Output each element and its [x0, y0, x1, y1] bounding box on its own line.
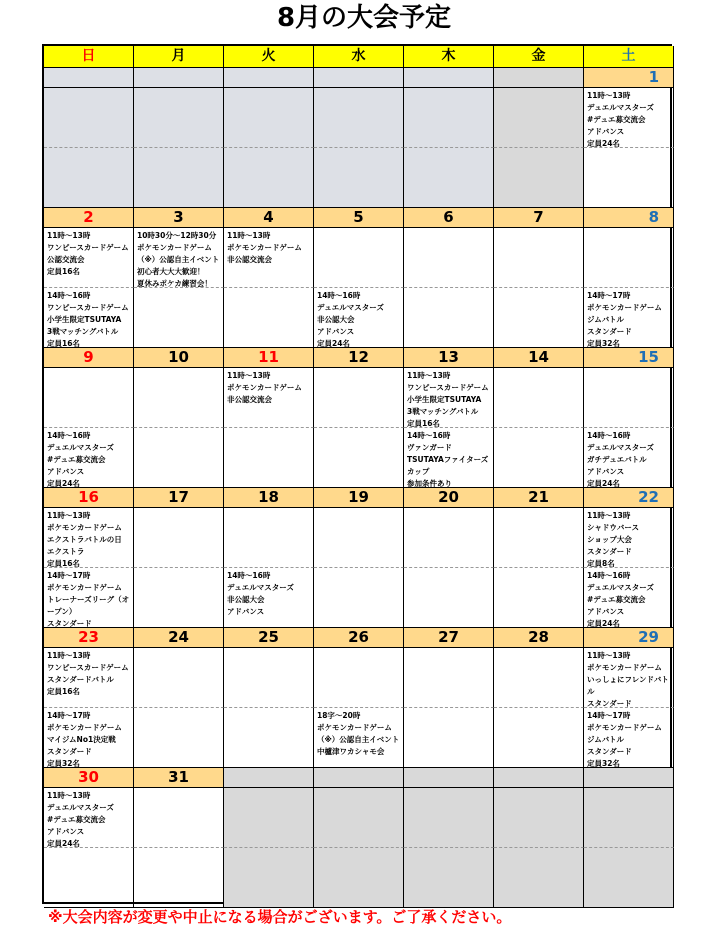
calendar-grid — [42, 44, 672, 904]
date-number: 22 — [584, 488, 674, 508]
event-afternoon — [134, 708, 224, 768]
event-afternoon — [584, 848, 674, 908]
date-number — [134, 68, 224, 88]
date-number: 17 — [134, 488, 224, 508]
event-afternoon — [134, 288, 224, 348]
event-morning — [584, 368, 674, 428]
date-number — [404, 68, 494, 88]
event-afternoon — [314, 148, 404, 208]
event-afternoon: 14時～16時 デュエルマスターズ #デュエ募交流会 アドバンス 定員24名 — [584, 568, 674, 628]
event-afternoon — [494, 288, 584, 348]
date-number: 26 — [314, 628, 404, 648]
date-number — [404, 768, 494, 788]
event-morning — [314, 508, 404, 568]
date-number: 21 — [494, 488, 584, 508]
event-morning: 11時～13時 ポケモンカードゲーム いっしょにフレンドバトル スタンダード — [584, 648, 674, 708]
event-morning — [494, 788, 584, 848]
event-morning: 11時～13時 ポケモンカードゲーム エクストラバトルの日 エクストラ 定員16名 — [44, 508, 134, 568]
date-number: 2 — [44, 208, 134, 228]
date-number — [584, 768, 674, 788]
event-morning — [44, 88, 134, 148]
date-number: 28 — [494, 628, 584, 648]
event-afternoon — [494, 568, 584, 628]
event-afternoon — [404, 148, 494, 208]
event-morning — [494, 368, 584, 428]
date-number: 24 — [134, 628, 224, 648]
event-afternoon — [224, 148, 314, 208]
event-afternoon — [314, 848, 404, 908]
date-number: 9 — [44, 348, 134, 368]
date-number: 6 — [404, 208, 494, 228]
event-afternoon — [404, 708, 494, 768]
date-number — [314, 768, 404, 788]
weekday-header: 火 — [224, 46, 314, 68]
date-number: 1 — [584, 68, 674, 88]
event-afternoon: 14時～17時 ポケモンカードゲーム ジムバトル スタンダード 定員32名 — [584, 708, 674, 768]
date-number: 31 — [134, 768, 224, 788]
event-morning — [584, 228, 674, 288]
page-title: 8月の大会予定 — [276, 3, 452, 33]
event-morning: 11時～13時 ポケモンカードゲーム 非公認交流会 — [224, 228, 314, 288]
event-afternoon — [494, 148, 584, 208]
date-number — [494, 768, 584, 788]
event-afternoon: 14時～16時 デュエルマスターズ #デュエ募交流会 アドバンス 定員24名 — [44, 428, 134, 488]
event-afternoon — [224, 848, 314, 908]
date-number: 30 — [44, 768, 134, 788]
weekday-header: 水 — [314, 46, 404, 68]
event-morning — [314, 368, 404, 428]
event-afternoon: 14時～16時 デュエルマスターズ ガチデュエバトル アドバンス 定員24名 — [584, 428, 674, 488]
date-number: 29 — [584, 628, 674, 648]
event-morning — [494, 88, 584, 148]
date-number: 8 — [584, 208, 674, 228]
event-afternoon — [404, 288, 494, 348]
event-afternoon — [224, 428, 314, 488]
event-morning — [314, 788, 404, 848]
event-afternoon: 14時～16時 デュエルマスターズ 非公認大会 アドバンス 定員24名 — [314, 288, 404, 348]
date-number — [44, 68, 134, 88]
date-number: 19 — [314, 488, 404, 508]
date-number — [494, 68, 584, 88]
event-morning — [494, 508, 584, 568]
event-afternoon: 14時～16時 デュエルマスターズ 非公認大会 アドバンス — [224, 568, 314, 628]
event-afternoon: 14時～16時 ワンピースカードゲーム 小学生限定TSUTAYA 3戦マッチングバトル 定員16名 — [44, 288, 134, 348]
event-afternoon — [224, 708, 314, 768]
event-afternoon — [44, 848, 134, 908]
event-morning: 11時～13時 デュエルマスターズ #デュエ募交流会 アドバンス 定員24名 — [44, 788, 134, 848]
event-afternoon: 18字～20時 ポケモンカードゲーム （※）公認自主イベント 中櫨津ワカシャモ会 — [314, 708, 404, 768]
event-afternoon — [134, 428, 224, 488]
event-morning: 11時～13時 ワンピースカードゲーム 公認交流会 定員16名 — [44, 228, 134, 288]
event-morning — [314, 88, 404, 148]
event-morning — [224, 508, 314, 568]
event-afternoon — [494, 428, 584, 488]
date-number: 20 — [404, 488, 494, 508]
date-number: 3 — [134, 208, 224, 228]
event-afternoon — [314, 428, 404, 488]
event-morning — [494, 648, 584, 708]
date-number — [224, 768, 314, 788]
weekday-header: 土 — [584, 46, 674, 68]
date-number — [224, 68, 314, 88]
event-morning: 11時～13時 ワンピースカードゲーム 小学生限定TSUTAYA 3戦マッチングバトル 定員16名 — [404, 368, 494, 428]
event-morning — [134, 368, 224, 428]
event-morning: 11時～13時 シャドウバース ショップ大会 スタンダード 定員8名 — [584, 508, 674, 568]
event-morning — [404, 648, 494, 708]
date-number: 13 — [404, 348, 494, 368]
event-morning: 11時～13時 デュエルマスターズ #デュエ募交流会 アドバンス 定員24名 — [584, 88, 674, 148]
event-morning: 11時～13時 ワンピースカードゲーム スタンダードバトル 定員16名 — [44, 648, 134, 708]
event-afternoon — [134, 568, 224, 628]
event-morning — [224, 88, 314, 148]
date-number: 7 — [494, 208, 584, 228]
event-afternoon — [494, 708, 584, 768]
event-afternoon — [134, 148, 224, 208]
event-morning: 10時30分～12時30分 ポケモンカードゲーム （※）公認自主イベント 初心者大大大歓迎！ 夏休みポケカ練習会！ — [134, 228, 224, 288]
event-morning — [44, 368, 134, 428]
event-afternoon — [134, 848, 224, 908]
date-number: 15 — [584, 348, 674, 368]
event-afternoon — [404, 848, 494, 908]
weekday-header: 日 — [44, 46, 134, 68]
date-number: 18 — [224, 488, 314, 508]
event-morning — [224, 648, 314, 708]
event-afternoon — [44, 148, 134, 208]
date-number: 27 — [404, 628, 494, 648]
event-afternoon: 14時～17時 ポケモンカードゲーム マイジムNo1決定戦 スタンダード 定員32名 — [44, 708, 134, 768]
event-morning — [404, 88, 494, 148]
event-afternoon: 14時～17時 ポケモンカードゲーム ジムバトル スタンダード 定員32名 — [584, 288, 674, 348]
event-morning — [404, 228, 494, 288]
date-number: 10 — [134, 348, 224, 368]
event-afternoon — [494, 848, 584, 908]
event-morning: 11時～13時 ポケモンカードゲーム 非公認交流会 — [224, 368, 314, 428]
event-morning — [584, 788, 674, 848]
weekday-header: 木 — [404, 46, 494, 68]
event-morning — [314, 648, 404, 708]
event-morning — [224, 788, 314, 848]
date-number — [314, 68, 404, 88]
date-number: 25 — [224, 628, 314, 648]
date-number: 14 — [494, 348, 584, 368]
event-morning — [494, 228, 584, 288]
date-number: 11 — [224, 348, 314, 368]
event-afternoon: 14時～17時 ポケモンカードゲーム トレーナーズリーグ（オープン） スタンダード — [44, 568, 134, 628]
event-morning — [404, 788, 494, 848]
event-afternoon: 14時～16時 ヴァンガード TSUTAYAファイターズカップ 参加条件あり — [404, 428, 494, 488]
event-morning — [404, 508, 494, 568]
weekday-header: 金 — [494, 46, 584, 68]
weekday-header: 月 — [134, 46, 224, 68]
date-number: 23 — [44, 628, 134, 648]
date-number: 12 — [314, 348, 404, 368]
event-morning — [134, 88, 224, 148]
event-afternoon — [404, 568, 494, 628]
event-afternoon — [314, 568, 404, 628]
notice-text: ※大会内容が変更や中止になる場合がございます。ご了承ください。 — [48, 908, 512, 926]
event-morning — [134, 508, 224, 568]
event-morning — [314, 228, 404, 288]
date-number: 4 — [224, 208, 314, 228]
event-afternoon — [224, 288, 314, 348]
event-afternoon — [584, 148, 674, 208]
event-morning — [134, 788, 224, 848]
date-number: 5 — [314, 208, 404, 228]
event-morning — [134, 648, 224, 708]
date-number: 16 — [44, 488, 134, 508]
